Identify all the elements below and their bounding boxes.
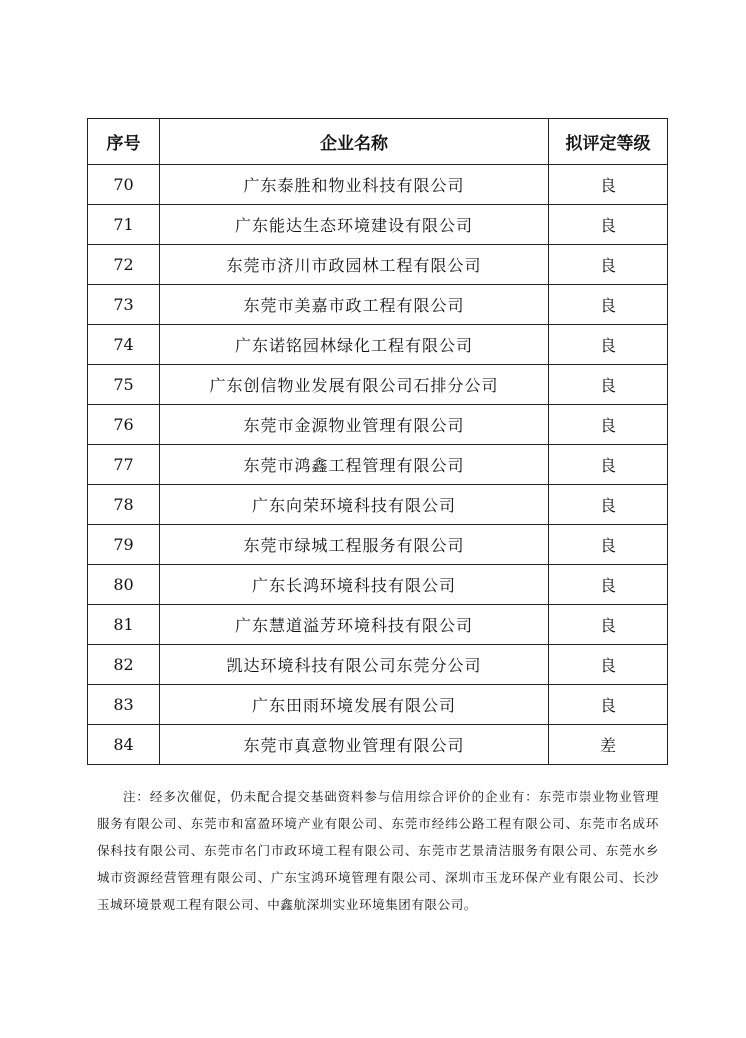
grade-cell: 良 <box>549 365 668 405</box>
table-row <box>88 725 668 765</box>
table-row <box>88 645 668 685</box>
header-proposed-grade: 拟评定等级 <box>549 119 668 165</box>
serial-number-cell: 76 <box>88 405 160 445</box>
table-row <box>88 245 668 285</box>
serial-number-cell: 77 <box>88 445 160 485</box>
enterprise-name-cell: 广东创信物业发展有限公司石排分公司 <box>160 365 549 405</box>
grade-cell: 差 <box>549 725 668 765</box>
grade-cell: 良 <box>549 485 668 525</box>
grade-cell: 良 <box>549 205 668 245</box>
grade-cell: 良 <box>549 165 668 205</box>
enterprise-name-cell: 东莞市济川市政园林工程有限公司 <box>160 245 549 285</box>
footnote-paragraph: 注：经多次催促，仍未配合提交基础资料参与信用综合评价的企业有：东莞市崇业物业管理服务有限公司、东莞市和富盈环境产业有限公司、东莞市经纬公路工程有限公司、东莞市名成环保科技有限公司、东莞市名门市政环境工程有限公司、东莞市艺景清洁服务有限公司、东莞水乡城市资源经营管理有限公司、广东宝鸿环境管理有限公司、深圳市玉龙环保产业有限公司、长沙玉城环境景观工程有限公司、中鑫航深圳实业环境集团有限公司。 <box>97 788 659 912</box>
enterprise-name-cell: 东莞市绿城工程服务有限公司 <box>160 525 549 565</box>
table-row <box>88 525 668 565</box>
serial-number-cell: 74 <box>88 325 160 365</box>
enterprise-name-cell: 广东慧道溢芳环境科技有限公司 <box>160 605 549 645</box>
serial-number-cell: 81 <box>88 605 160 645</box>
table-row <box>88 285 668 325</box>
grade-cell: 良 <box>549 285 668 325</box>
serial-number-cell: 70 <box>88 165 160 205</box>
table-row <box>88 685 668 725</box>
enterprise-name-cell: 广东向荣环境科技有限公司 <box>160 485 549 525</box>
enterprise-name-cell: 广东长鸿环境科技有限公司 <box>160 565 549 605</box>
table-row <box>88 325 668 365</box>
serial-number-cell: 72 <box>88 245 160 285</box>
enterprise-name-cell: 东莞市金源物业管理有限公司 <box>160 405 549 445</box>
header-serial-number: 序号 <box>88 119 160 165</box>
grade-cell: 良 <box>549 445 668 485</box>
serial-number-cell: 83 <box>88 685 160 725</box>
enterprise-name-cell: 东莞市真意物业管理有限公司 <box>160 725 549 765</box>
grade-cell: 良 <box>549 405 668 445</box>
header-enterprise-name: 企业名称 <box>160 119 549 165</box>
table-row <box>88 365 668 405</box>
enterprise-name-cell: 东莞市鸿鑫工程管理有限公司 <box>160 445 549 485</box>
grade-cell: 良 <box>549 245 668 285</box>
serial-number-cell: 71 <box>88 205 160 245</box>
serial-number-cell: 78 <box>88 485 160 525</box>
grade-cell: 良 <box>549 645 668 685</box>
serial-number-cell: 80 <box>88 565 160 605</box>
table-header-row <box>88 119 668 165</box>
table-row <box>88 165 668 205</box>
table-row <box>88 445 668 485</box>
table-row <box>88 605 668 645</box>
enterprise-name-cell: 凯达环境科技有限公司东莞分公司 <box>160 645 549 685</box>
table-row <box>88 205 668 245</box>
table-row <box>88 485 668 525</box>
enterprise-name-cell: 广东能达生态环境建设有限公司 <box>160 205 549 245</box>
grade-cell: 良 <box>549 605 668 645</box>
serial-number-cell: 84 <box>88 725 160 765</box>
enterprise-name-cell: 广东田雨环境发展有限公司 <box>160 685 549 725</box>
grade-cell: 良 <box>549 325 668 365</box>
grade-cell: 良 <box>549 565 668 605</box>
serial-number-cell: 82 <box>88 645 160 685</box>
table-row <box>88 405 668 445</box>
enterprise-name-cell: 东莞市美嘉市政工程有限公司 <box>160 285 549 325</box>
serial-number-cell: 73 <box>88 285 160 325</box>
serial-number-cell: 75 <box>88 365 160 405</box>
table-row <box>88 565 668 605</box>
enterprise-name-cell: 广东诺铭园林绿化工程有限公司 <box>160 325 549 365</box>
grade-cell: 良 <box>549 685 668 725</box>
serial-number-cell: 79 <box>88 525 160 565</box>
enterprise-rating-table <box>87 118 668 765</box>
grade-cell: 良 <box>549 525 668 565</box>
enterprise-name-cell: 广东泰胜和物业科技有限公司 <box>160 165 549 205</box>
